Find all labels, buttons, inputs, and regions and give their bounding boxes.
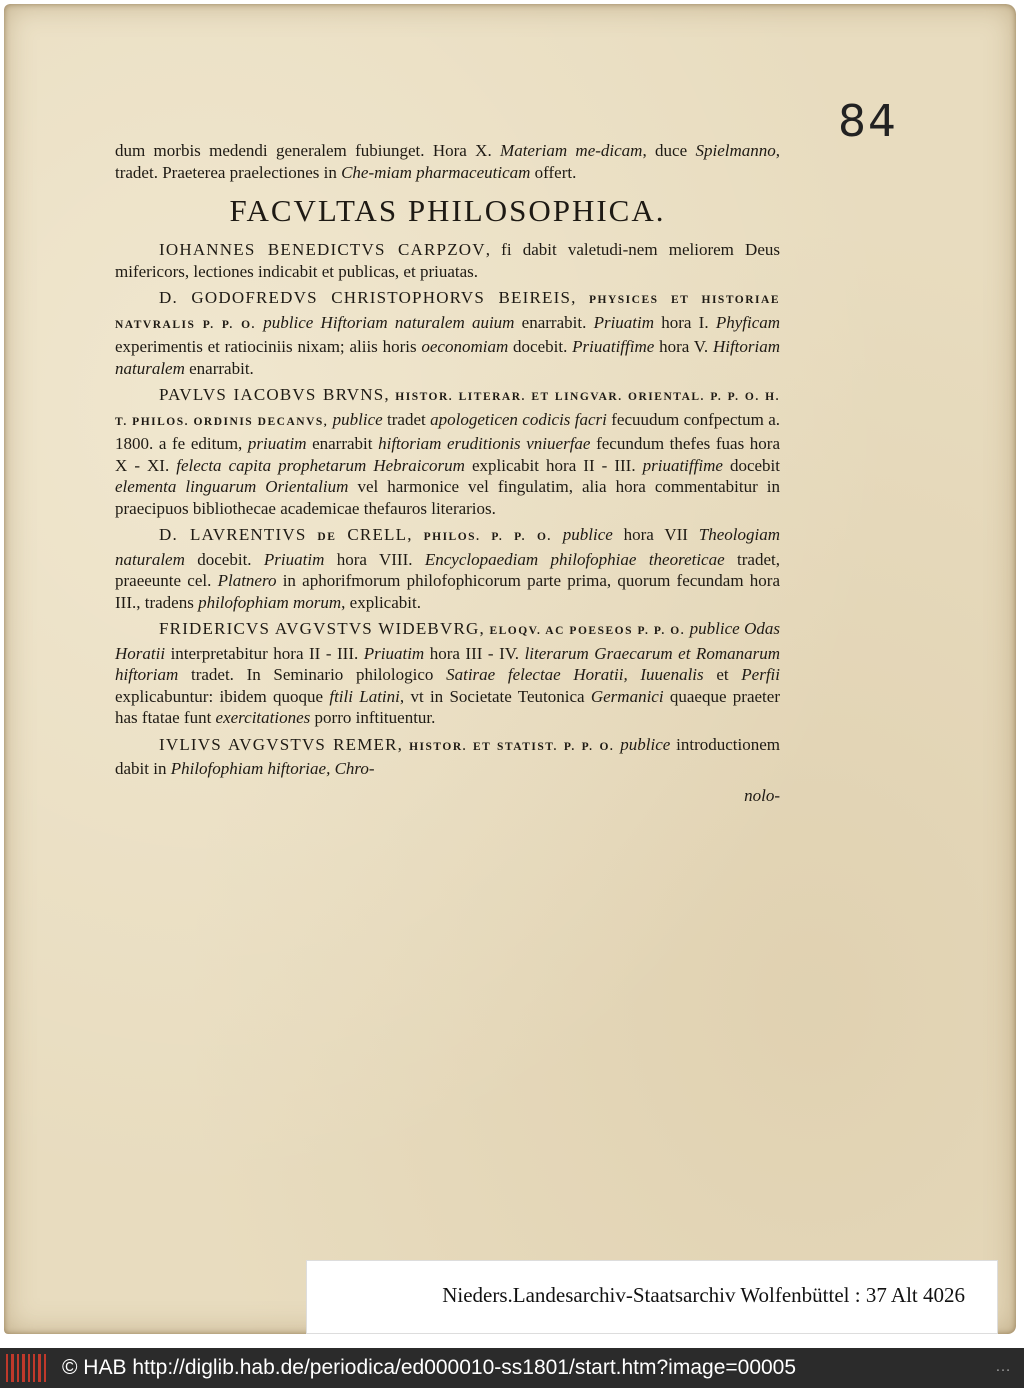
text-run: porro inftituentur.: [310, 708, 436, 727]
viewer-footer: [0, 1348, 1024, 1388]
professor-name: CRELL,: [347, 525, 413, 544]
archive-signature: Nieders.Landesarchiv-Staatsarchiv Wolfenbüttel : 37 Alt 4026: [442, 1283, 965, 1307]
text-run: Satirae felectae Horatii, Iuuenalis: [446, 665, 704, 684]
entry-remer: [115, 734, 780, 780]
professor-name: IVLIVS AVGVSTVS REMER,: [159, 734, 404, 754]
text-run: literarum Graecarum et Romanarum hiftoriam: [115, 643, 780, 684]
text-run: tradet, praeeunte cel.: [115, 549, 780, 590]
text-run: fecuudum confpectum a. 1800. a fe editum,: [115, 409, 780, 453]
professor-title: PHILOS. P. P. O.: [412, 531, 563, 543]
professor-title: PHYSICES ET HISTORIAE NATVRALIS P. P. O.: [115, 294, 780, 331]
text-run: priuatim: [247, 434, 307, 453]
entry-beireis: [115, 287, 780, 379]
text-run: publice: [620, 734, 671, 754]
text-run: hora I.: [654, 312, 716, 332]
text-run: exercitationes: [215, 708, 311, 727]
text-run: Spielmanno: [695, 141, 776, 160]
text-run: Materiam me-dicam: [500, 141, 643, 160]
text-run: tradet. In Seminario philologico: [178, 665, 447, 684]
professor-name: PAVLVS IACOBVS BRVNS,: [159, 385, 390, 404]
text-run: Phyficam: [715, 312, 781, 332]
professor-title: ELOQV. AC POESEOS P. P. O.: [484, 625, 690, 637]
text-run: oeconomiam: [421, 337, 509, 356]
text-run: hora VIII.: [324, 549, 425, 569]
faculty-heading: FACVLTAS PHILOSOPHICA.: [229, 193, 666, 228]
text-run: hora V.: [654, 337, 713, 356]
page-number: 84: [838, 96, 898, 147]
text-run: offert.: [530, 162, 577, 182]
text-run: publice: [332, 409, 383, 429]
text-run: Priuatiffime: [572, 337, 655, 356]
entry-carpzov: [115, 239, 780, 282]
text-run: elementa linguarum Orientalium: [115, 477, 349, 496]
text-run: publice Odas Horatii: [115, 619, 780, 663]
text-run: publice Hiftoriam naturalem auium: [263, 312, 515, 332]
text-run: tradet: [382, 409, 431, 429]
professor-name: D. LAVRENTIVS: [159, 525, 307, 544]
text-run: explicabit hora II - III.: [464, 455, 643, 475]
text-run: Philofophiam hiftoriae, Chro-: [170, 759, 375, 778]
text-run: docebit.: [184, 549, 264, 569]
text-run: enarrabit.: [184, 358, 254, 378]
text-run: in aphorifmorum philofophicorum parte prima, quorum fecundam hora III., tradens: [115, 571, 780, 612]
professor-name: IOHANNES BENEDICTVS CARPZOV: [159, 240, 486, 259]
entry-wideburg: [115, 618, 780, 729]
professor-name: FRIDERICVS AVGVSTVS WIDEBVRG,: [159, 619, 485, 638]
text-run: Perfii: [741, 665, 780, 684]
text-run: explicabuntur: ibidem quoque: [115, 686, 330, 706]
text-run: , duce: [642, 141, 696, 160]
text-run: hora III - IV.: [424, 643, 525, 663]
professor-title: HISTOR. ET STATIST. P. P. O.: [403, 740, 621, 753]
document-body: [115, 140, 780, 806]
text-run: introductionem dabit in: [115, 734, 780, 778]
text-run: docebit.: [508, 337, 573, 356]
text-run: vel harmonice vel fingulatim, alia hora commentabitur in praecipuos bibliothecae academicae thefauros literarios.: [115, 477, 781, 518]
hab-logo-icon[interactable]: [6, 1354, 46, 1382]
text-run: Encyclopaediam philofophiae theoreticae: [424, 549, 725, 569]
catchword: nolo-: [744, 785, 780, 805]
text-run: priuatiffime: [642, 455, 723, 475]
text-run: , tradet. Praeterea praelectiones in: [115, 141, 781, 182]
text-run: enarrabit: [306, 434, 379, 453]
text-run: , vt in Societate Teutonica: [399, 686, 591, 706]
text-run: hiftoriam eruditionis vniuerfae: [378, 434, 591, 453]
name-particle: DE: [306, 531, 348, 543]
text-run: Hiftoriam naturalem: [115, 337, 780, 378]
text-run: Che-miam pharmaceuticam: [341, 162, 531, 182]
text-run: Theologiam naturalem: [115, 525, 781, 569]
text-run: , fi dabit valetudi-nem meliorem Deus mifericors, lectiones indicabit et publicas, et priuatas.: [115, 240, 780, 281]
entry-crell: [115, 524, 780, 613]
text-run: et: [703, 665, 742, 684]
text-run: Platnero: [217, 571, 277, 590]
more-options-icon[interactable]: …: [995, 1358, 1012, 1375]
text-run: Priuatim: [593, 312, 655, 332]
text-run: publice: [562, 525, 613, 544]
intro-paragraph: [115, 140, 780, 183]
text-run: experimentis et ratiociniis nixam; aliis horis: [115, 337, 422, 356]
archive-label: [306, 1260, 998, 1334]
entry-bruns: [115, 384, 780, 519]
text-run: dum morbis medendi generalem fubiunget. Hora X.: [115, 141, 501, 160]
text-run: philofophiam morum: [198, 592, 342, 612]
professor-title: HISTOR. LITERAR. ET LINGVAR. ORIENTAL. P. P. O. H. T. PHILOS. ORDINIS DECANVS,: [115, 391, 780, 428]
text-run: docebit: [722, 455, 780, 475]
text-run: , explicabit.: [341, 592, 421, 612]
text-run: hora VII: [612, 525, 699, 544]
text-run: fecundum thefes fuas hora X - XI.: [115, 434, 780, 475]
text-run: quaeque praeter has ftatae funt: [115, 686, 780, 727]
text-run: apologeticen codicis facri: [430, 409, 607, 429]
text-run: ftili Latini: [329, 686, 400, 706]
text-run: interpretabitur hora II - III.: [165, 643, 364, 663]
text-run: felecta capita prophetarum Hebraicorum: [176, 455, 465, 475]
text-run: Priuatim: [363, 643, 425, 663]
text-run: Priuatim: [263, 549, 325, 569]
professor-name: D. GODOFREDVS CHRISTOPHORVS BEIREIS,: [159, 288, 577, 307]
copyright-link[interactable]: © HAB http://diglib.hab.de/periodica/ed000010-ss1801/start.htm?image=00005: [62, 1356, 797, 1379]
text-run: enarrabit.: [514, 312, 594, 332]
text-run: Germanici: [590, 686, 664, 706]
